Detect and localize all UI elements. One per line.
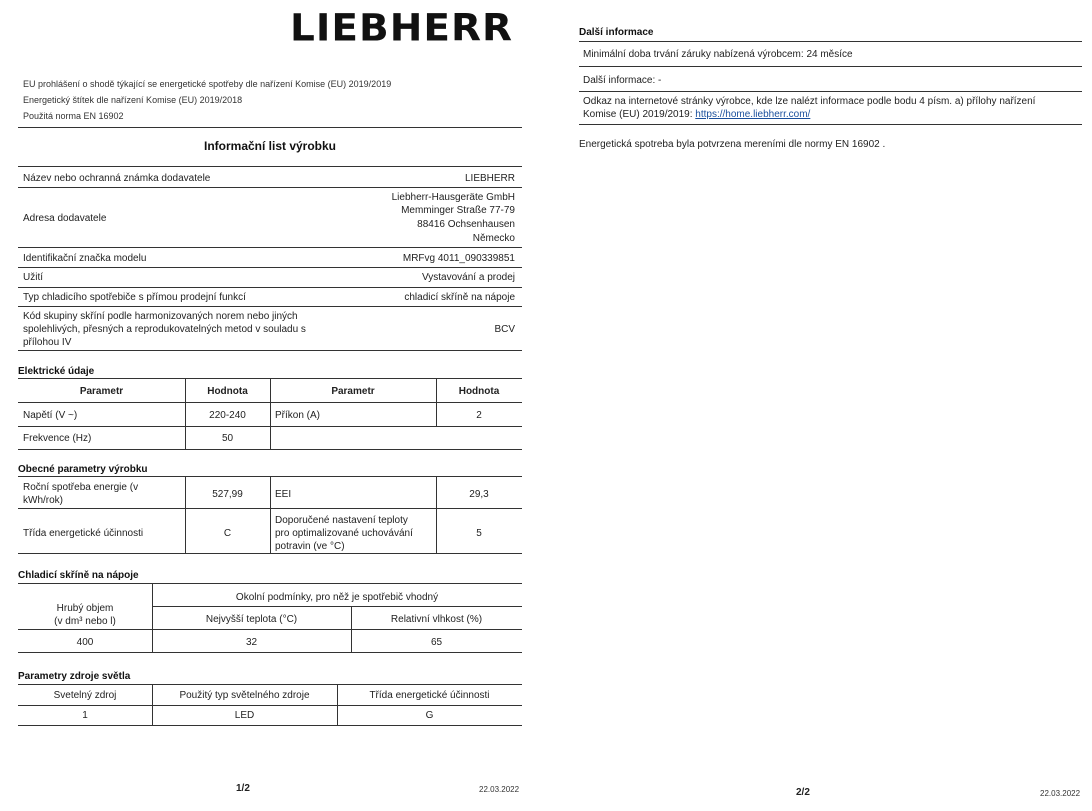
group-code-label-line-1: Kód skupiny skříní podle harmonizovaných norem nebo jiných <box>23 311 298 322</box>
row-divider <box>18 508 522 509</box>
header-regulation-line: EU prohlášení o shodě týkající se energetické spotřeby dle nařízení Komise (EU) 2019/2019 <box>23 79 392 89</box>
light-class-value: G <box>425 710 434 721</box>
table-border <box>18 583 522 584</box>
row-value-model: MRFvg 4011_090339851 <box>402 253 515 264</box>
row-label-address: Adresa dodavatele <box>23 213 107 224</box>
brand-logo: LIEBHERR <box>290 7 514 50</box>
row-value-type: chladicí skříně na nápoje <box>404 292 515 303</box>
section-title-cabinet: Chladicí skříně na nápoje <box>18 570 139 581</box>
header-label-line: Energetický štítek dle nařízení Komise (EU) 2019/2018 <box>23 95 243 105</box>
humidity-value: 65 <box>430 637 443 648</box>
recommended-temp-value: 5 <box>476 528 482 539</box>
recommended-temp-label-line-3: potravin (ve °C) <box>275 541 345 552</box>
row-value-use: Vystavování a prodej <box>421 272 515 283</box>
section-title-general: Obecné parametry výrobku <box>18 464 148 475</box>
row-divider <box>18 287 522 288</box>
light-source-value: 1 <box>82 710 88 721</box>
row-divider <box>18 267 522 268</box>
gross-volume-header-line-1: Hrubý objem <box>56 603 114 614</box>
row-divider <box>18 629 522 630</box>
row-divider <box>18 426 522 427</box>
table-border <box>579 41 1082 42</box>
row-divider <box>18 187 522 188</box>
page-number-1: 1/2 <box>236 783 250 794</box>
row-value-supplier: LIEBHERR <box>464 173 515 184</box>
row-label-type: Typ chladicího spotřebiče s přímou prodejní funkcí <box>23 292 246 303</box>
address-line-3: 88416 Ochsenhausen <box>417 219 515 230</box>
voltage-value: 220-240 <box>209 410 246 421</box>
table-border <box>18 652 522 653</box>
energy-class-value: C <box>223 528 232 539</box>
current-label: Příkon (A) <box>275 410 321 421</box>
link-description-prefix: Komise (EU) 2019/2019: <box>583 109 696 120</box>
row-label-supplier: Název nebo ochranná známka dodavatele <box>23 173 211 184</box>
eei-value: 29,3 <box>469 489 489 500</box>
col-divider <box>270 476 271 553</box>
page-number-2: 2/2 <box>796 787 810 798</box>
max-temp-value: 32 <box>245 637 258 648</box>
ambient-conditions-header: Okolní podmínky, pro něž je spotřebič vhodný <box>235 592 439 603</box>
electrical-header-param: Parametr <box>79 386 124 397</box>
sheet-title: Informační list výrobku <box>203 139 337 153</box>
annual-energy-value: 527,99 <box>212 489 243 500</box>
section-title-light: Parametry zdroje světla <box>18 671 131 682</box>
gross-volume-header-line-2: (v dm³ nebo l) <box>54 616 116 627</box>
row-label-use: Užití <box>23 272 43 283</box>
gross-volume-value: 400 <box>76 637 94 648</box>
row-divider <box>18 705 522 706</box>
light-source-header: Svetelný zdroj <box>53 690 117 701</box>
energy-class-label: Třída energetické účinnosti <box>23 528 144 539</box>
group-code-label-line-3: přílohou IV <box>23 337 72 348</box>
current-value: 2 <box>476 410 482 421</box>
frequency-label: Frekvence (Hz) <box>23 433 92 444</box>
humidity-header: Relativní vlhkost (%) <box>390 614 483 625</box>
address-line-2: Memminger Straße 77-79 <box>401 205 515 216</box>
link-description-line-1: Odkaz na internetové stránky výrobce, kde lze nalézt informace podle bodu 4 písm. a) přílohy nařízení <box>583 96 1036 107</box>
address-line-1: Liebherr-Hausgeräte GmbH <box>391 192 515 203</box>
table-border <box>18 449 522 450</box>
voltage-label: Napětí (V ~) <box>23 410 78 421</box>
electrical-header-value: Hodnota <box>207 386 248 397</box>
electrical-header-param-2: Parametr <box>331 386 375 397</box>
row-label-model: Identifikační značka modelu <box>23 253 147 264</box>
row-divider <box>152 606 522 607</box>
row-divider <box>18 306 522 307</box>
row-divider <box>18 402 522 403</box>
divider <box>18 127 522 128</box>
light-class-header: Třída energetické účinnosti <box>369 690 490 701</box>
row-divider <box>18 247 522 248</box>
eei-label: EEI <box>275 489 292 500</box>
recommended-temp-label-line-1: Doporučené nastavení teploty <box>275 515 408 526</box>
page-date-1: 22.03.2022 <box>479 785 520 794</box>
manufacturer-website-link[interactable]: https://home.liebherr.com/ <box>695 109 811 120</box>
more-info-text: Další informace: - <box>583 75 662 86</box>
section-title-more-info: Další informace <box>579 27 654 38</box>
page-date-2: 22.03.2022 <box>1040 789 1081 798</box>
table-border <box>18 553 522 554</box>
group-code-label-line-2: spolehlivých, přesných a reprodukovatelných metod v souladu s <box>23 324 306 335</box>
table-border <box>18 684 522 685</box>
row-divider <box>579 66 1082 67</box>
energy-confirmation-text: Energetická spotreba byla potvrzena mereními dle normy EN 16902 . <box>579 139 886 150</box>
annual-energy-label-line-2: kWh/rok) <box>23 495 63 506</box>
max-temp-header: Nejvyšší teplota (°C) <box>205 614 298 625</box>
address-line-4: Německo <box>472 233 515 244</box>
light-type-value: LED <box>234 710 255 721</box>
recommended-temp-label-line-2: pro optimalizované uchovávání <box>275 528 413 539</box>
annual-energy-label-line-1: Roční spotřeba energie (v <box>23 482 139 493</box>
table-border <box>18 350 522 351</box>
table-border <box>18 166 522 167</box>
electrical-header-value-2: Hodnota <box>458 386 500 397</box>
warranty-text: Minimální doba trvání záruky nabízená výrobcem: 24 měsíce <box>583 49 853 60</box>
section-title-electrical: Elektrické údaje <box>18 366 95 377</box>
frequency-value: 50 <box>221 433 234 444</box>
row-divider <box>579 91 1082 92</box>
light-type-header: Použitý typ světelného zdroje <box>179 690 310 701</box>
table-border <box>18 725 522 726</box>
link-description-line-2 <box>583 108 810 121</box>
table-border <box>579 124 1082 125</box>
row-value-group-code: BCV <box>494 324 515 335</box>
header-norm-line: Použitá norma EN 16902 <box>23 111 124 121</box>
